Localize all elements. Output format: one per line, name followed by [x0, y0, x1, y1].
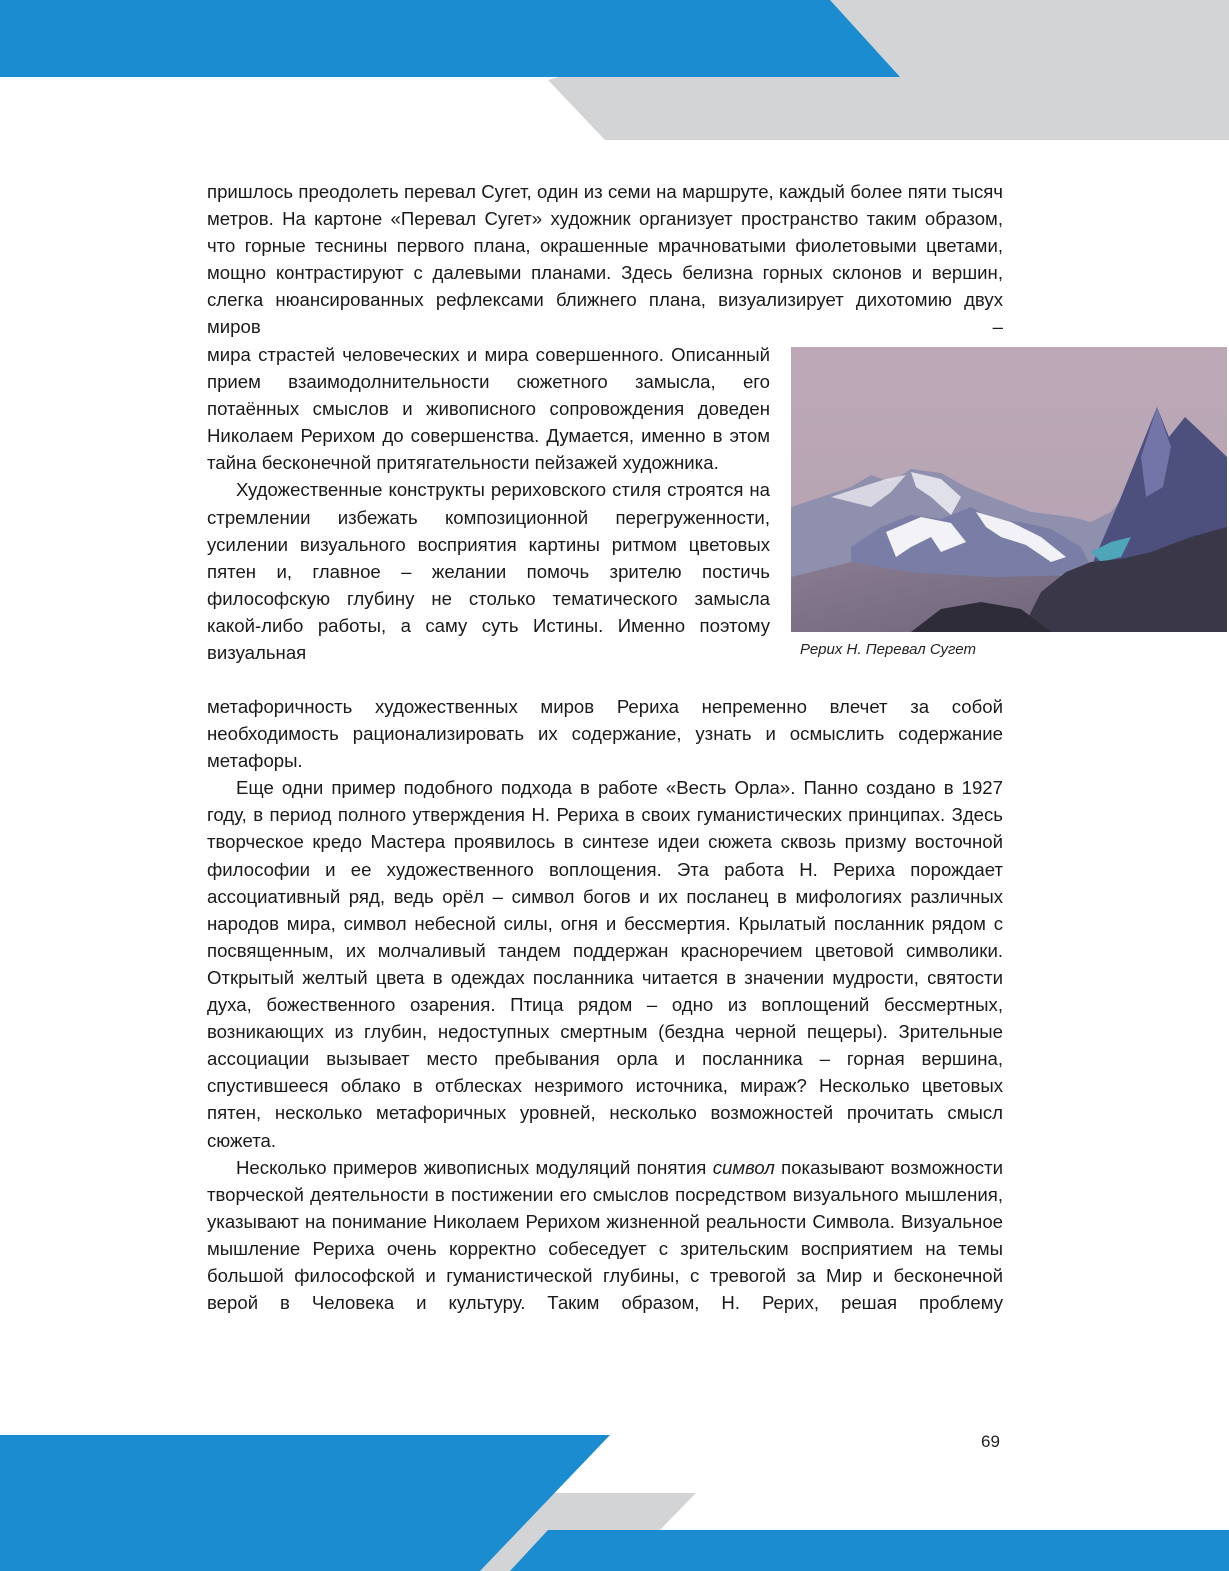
paragraph-3: Еще одни пример подобного подхода в работе «Весть Орла». Панно создано в 1927 году, в период полного утверждения Н. Рериха в своих гуманистических принципах. Здесь творческое кредо Мастера проявилось в синтезе идеи сюжета сквозь призму восточной философии и ее художественного воплощения. Эта работа Н. Рериха порождает ассоциативный ряд, ведь орёл – символ богов и их посланец в мифологиях различных народов мира, символ небесной силы, огня и бессмертия. Крылатый посланник рядом с посвященным, их молчаливый тандем поддержан красноречием цветовой символики. Открытый желтый цвета в одеждах посланника читается в значении мудрости, святости духа, божественного озарения. Птица рядом – одно из воплощений бессмертных, возникающих из глубин, недоступных смертным (бездна черной пещеры). Зрительные ассоциации вызывает место пребывания орла и посланника – горная вершина, спустившееся облако в отблесках незримого источника, мираж? Несколько цветовых пятен, несколько метафоричных уровней, несколько возможностей прочитать смысл сюжета.	[207, 777, 1003, 1151]
page-number: 69	[981, 1432, 1000, 1451]
text-block-beside-figure	[207, 341, 770, 666]
figure	[791, 347, 1227, 658]
text-block-top	[207, 178, 1003, 341]
paragraph-1-part-1: пришлось преодолеть перевал Сугет, один из семи на маршруте, каждый более пяти тысяч метров. На картоне «Перевал Сугет» художник организует пространство таким образом, что горные теснины первого плана, окрашенные мрачноватыми фиолетовыми цветами, мощно контрастируют с далевыми планами. Здесь белизна горных склонов и вершин, слегка нюансированных рефлексами ближнего плана, визуализирует дихотомию двух миров –	[207, 181, 1003, 338]
paragraph-2-part-2: метафоричность художественных миров Рериха непременно влечет за собой необходимость рационализировать их содержание, узнать и осмыслить содержание метафоры.	[207, 696, 1003, 772]
top-gray-band	[548, 0, 1229, 140]
paragraph-2-part-1: Художественные конструкты рериховского стиля строятся на стремлении избежать композиционной перегруженности, усилении визуального восприятия картины ритмом цветовых пятен и, главное – желании помочь зрителю постичь философскую глубину не столько тематического замысла какой-либо работы, а саму суть Истины. Именно поэтому визуальная	[207, 479, 770, 664]
paragraph-4	[207, 1154, 1003, 1317]
emphasis-symbol: символ	[712, 1156, 775, 1178]
text-block-bottom	[207, 693, 1003, 1316]
figure-caption: Рерих Н. Перевал Сугет	[800, 641, 976, 658]
paragraph-1-part-2: мира страстей человеческих и мира совершенного. Описанный прием взаимодолнительности сюжетного замысла, его потаённых смыслов и живописного сопровождения доведен Николаем Рерихом до совершенства. Думается, именно в этом тайна бесконечной притягательности пейзажей художника.	[207, 344, 770, 474]
bottom-right-blue-band	[510, 1530, 1229, 1571]
paragraph-4-end: показывают возможности творческой деятельности в постижении его смыслов посредством визуального мышления, указывают на понимание Николаем Рерихом жизненной реальности Символа. Визуальное мышление Рериха очень корректно собеседует с зрительским восприятием на темы большой философской и гуманистической глубины, с тревогой за Мир и бесконечной верой в Человека и культуру. Таким образом, Н. Рерих, решая проблему	[207, 1156, 1003, 1314]
top-blue-band	[0, 0, 900, 77]
bottom-gray-band	[140, 1493, 696, 1571]
paragraph-4-start: Несколько примеров живописных модуляций понятия	[236, 1156, 713, 1178]
painting-suget-pass	[791, 347, 1227, 632]
bottom-blue-band	[0, 1435, 610, 1571]
